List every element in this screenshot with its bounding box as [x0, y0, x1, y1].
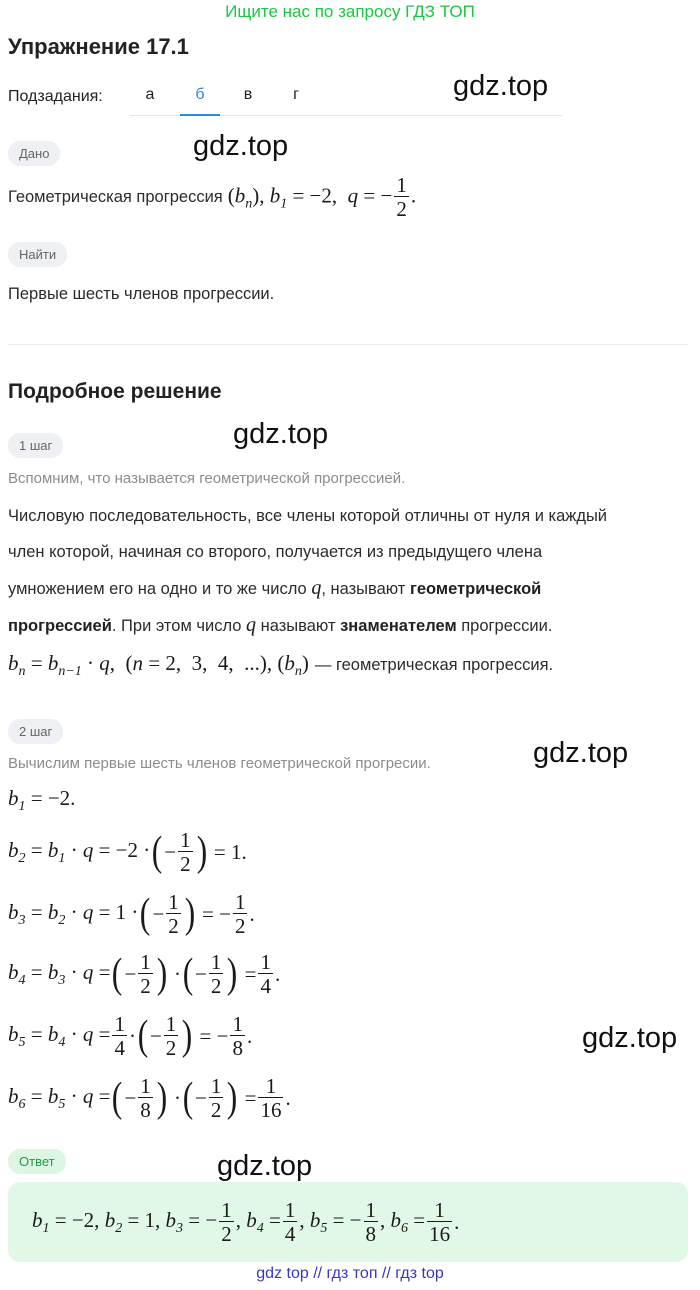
- given-text: Геометрическая прогрессия: [8, 187, 223, 206]
- watermark: gdz.top: [193, 130, 289, 162]
- equation-b6: $b_6 = b_5 \cdot q$ = ( − $\frac{1}{8}$ ) · ( − $\frac{1}{2}$ ) = $\frac{1}{16}$ .: [8, 1073, 291, 1122]
- section-divider: [8, 344, 688, 345]
- definition-text: называют: [260, 617, 336, 635]
- definition-text: прогрессии.: [461, 617, 553, 635]
- watermark: gdz.top: [233, 418, 329, 450]
- footer-links[interactable]: gdz top // гдз топ // гдз top: [256, 1265, 444, 1282]
- given-badge: Дано: [8, 141, 60, 166]
- page-title: Упражнение 17.1: [8, 34, 189, 59]
- tab-b[interactable]: б: [195, 86, 205, 103]
- tab-v[interactable]: в: [243, 86, 253, 103]
- definition-term: знаменателем: [340, 617, 457, 635]
- find-text: Первые шесть членов прогрессии.: [8, 285, 275, 303]
- step-1-hint: Вспомним, что называется геометрической прогрессией.: [8, 470, 406, 487]
- definition-line-4: прогрессией. При этом число q называют знаменателем прогрессии.: [8, 614, 553, 636]
- find-badge: Найти: [8, 242, 67, 267]
- definition-text: , называют: [321, 580, 406, 598]
- equation-b1: $b_1 = -2$.: [8, 786, 76, 814]
- watermark: gdz.top: [453, 70, 549, 102]
- solution-title: Подробное решение: [8, 380, 222, 403]
- step-1-badge: 1 шаг: [8, 433, 63, 458]
- watermark: gdz.top: [533, 737, 629, 769]
- definition-line-2: член которой, начиная со второго, получается из предыдущего члена: [8, 543, 543, 561]
- definition-text: умножением его на одно и то же число: [8, 580, 307, 598]
- step-1-definition: [8, 498, 693, 644]
- subtasks-label: Подзадания:: [8, 88, 103, 105]
- answer-formula: $b_1 = -2$, $b_2 = 1$, $b_3$ = − $\frac{1}{2}$ , $b_4$ = $\frac{1}{4}$ , $b_5$ = − $\frac{1}{8}$ , $b_6$ = $\frac{1}{16}$ .: [32, 1197, 460, 1246]
- step-2-badge: 2 шаг: [8, 719, 63, 744]
- definition-term: геометрической: [409, 580, 542, 598]
- given-formula: $(b_n)$, $b_1 = -2$, q = − $\frac{1}{2}$ .: [227, 172, 417, 221]
- progression-formula: $b_n = b_{n-1} \cdot q$, (n = 2, 3, 4, ...), $(b_n)$ — геометрическая прогрессия.: [8, 651, 554, 679]
- definition-term: прогрессией: [8, 617, 112, 635]
- equation-b4: $b_4 = b_3 \cdot q$ = ( − $\frac{1}{2}$ ) · ( − $\frac{1}{2}$ ) = $\frac{1}{4}$ .: [8, 949, 281, 998]
- definition-line-3: умножением его на одно и то же число q, называют геометрической: [8, 577, 542, 599]
- search-banner: Ищите нас по запросу ГДЗ ТОП: [225, 2, 475, 21]
- given-statement: [8, 170, 416, 224]
- tab-g[interactable]: г: [293, 86, 299, 103]
- answer-badge: Ответ: [8, 1149, 66, 1174]
- equation-b2: $b_2 = b_1 \cdot q = -2$ · ( − $\frac{1}{2}$ ) = 1.: [8, 827, 247, 876]
- definition-tail: — геометрическая прогрессия.: [314, 656, 554, 674]
- active-tab-indicator: [180, 114, 220, 116]
- equation-b5: $b_5 = b_4 \cdot q$ = $\frac{1}{4}$ · ( − $\frac{1}{2}$ ) = − $\frac{1}{8}$ .: [8, 1011, 253, 1060]
- answer-box: [8, 1182, 688, 1262]
- step-2-hint: Вычислим первые шесть членов геометрической прогресии.: [8, 755, 431, 772]
- tab-a[interactable]: а: [145, 86, 155, 103]
- definition-text: . При этом число: [111, 617, 242, 635]
- equation-b3: $b_3 = b_2 \cdot q = 1$ · ( − $\frac{1}{2}$ ) = − $\frac{1}{2}$ .: [8, 889, 255, 938]
- watermark: gdz.top: [582, 1022, 678, 1054]
- watermark: gdz.top: [217, 1150, 313, 1182]
- definition-line-1: Числовую последовательность, все члены которой отличны от нуля и каждый: [8, 507, 608, 525]
